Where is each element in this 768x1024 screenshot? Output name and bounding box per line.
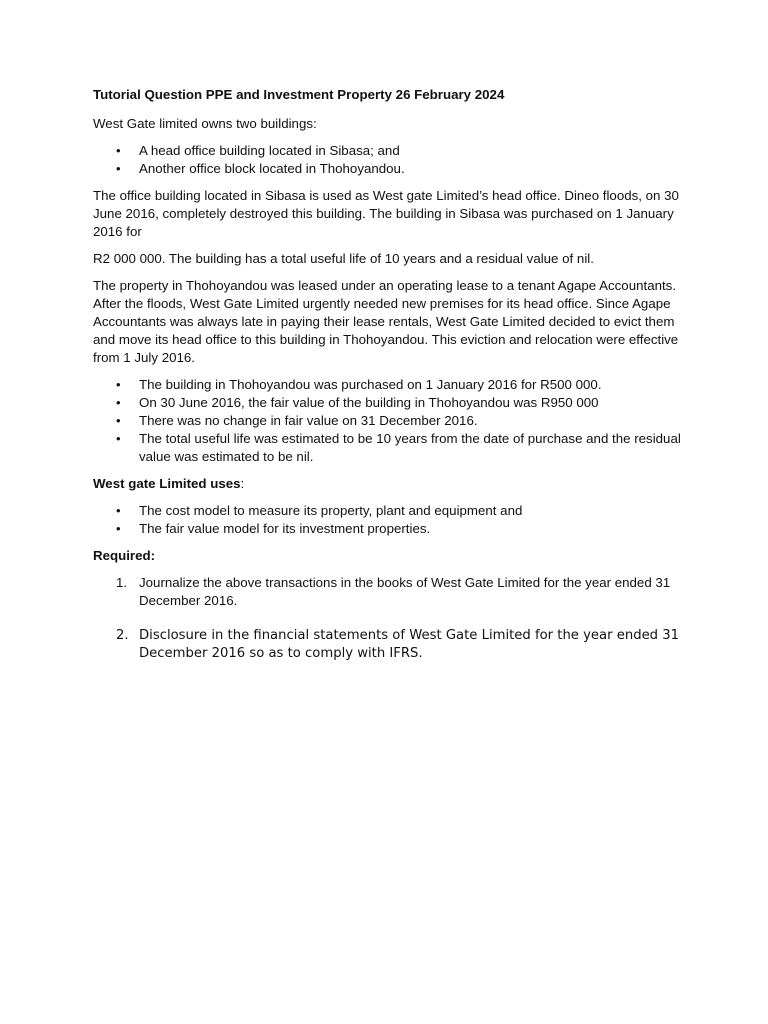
uses-heading [93, 475, 683, 493]
bullet-icon: • [116, 413, 121, 428]
item-number: 2. [116, 628, 129, 643]
required-item [93, 574, 683, 610]
required-list [93, 574, 683, 663]
list-item [93, 394, 683, 412]
list-item-text: On 30 June 2016, the fair value of the building in Thohoyandou was R950 000 [139, 395, 599, 410]
required-heading: Required: [93, 548, 156, 563]
list-item-text: The total useful life was estimated to be 10 years from the date of purchase and the residual value was estimated to be nil. [139, 431, 681, 464]
list-item-text: The fair value model for its investment properties. [139, 521, 431, 536]
purchase-price-paragraph: R2 000 000. The building has a total useful life of 10 years and a residual value of nil. [93, 251, 594, 266]
item-number: 1. [116, 575, 128, 590]
bullet-icon: • [116, 377, 121, 392]
bullet-icon: • [116, 521, 121, 536]
list-item-text: There was no change in fair value on 31 December 2016. [139, 413, 478, 428]
list-item-text: Another office block located in Thohoyandou. [139, 161, 405, 176]
list-item-text: The building in Thohoyandou was purchased on 1 January 2016 for R500 000. [139, 377, 602, 392]
intro-text: West Gate limited owns two buildings: [93, 116, 317, 131]
sibasa-paragraph: The office building located in Sibasa is used as West gate Limited’s head office. Dineo floods, on 30 June 2016, completely destroyed this building. The building in Sibasa was purchased on 1 January 2016 for [93, 188, 679, 239]
list-item [93, 502, 683, 520]
buildings-list [93, 142, 683, 178]
bullet-icon: • [116, 431, 121, 446]
required-item [93, 627, 683, 663]
list-item [93, 160, 683, 178]
bullet-icon: • [116, 395, 121, 410]
bullet-icon: • [116, 161, 121, 176]
uses-heading-colon: : [240, 476, 245, 491]
list-item [93, 412, 683, 430]
required-item-text: Disclosure in the financial statements of West Gate Limited for the year ended 31 December 2016 so as to comply with IFRS. [139, 628, 680, 661]
uses-heading-bold: West gate Limited uses [93, 476, 241, 491]
list-item [93, 430, 683, 466]
list-item-text: A head office building located in Sibasa; and [139, 143, 400, 158]
document-page [93, 86, 683, 663]
list-item-text: The cost model to measure its property, plant and equipment and [139, 503, 523, 518]
facts-list [93, 376, 683, 466]
document-title: Tutorial Question PPE and Investment Property 26 February 2024 [93, 87, 505, 102]
required-item-text: Journalize the above transactions in the books of West Gate Limited for the year ended 31 December 2016. [139, 575, 671, 608]
bullet-icon: • [116, 503, 121, 518]
uses-list [93, 502, 683, 538]
list-item [93, 376, 683, 394]
thohoyandou-paragraph: The property in Thohoyandou was leased under an operating lease to a tenant Agape Accountants. After the floods, West Gate Limited urgently needed new premises for its head office. Since Agape Accountants was always late in paying their lease rentals, West Gate Limited decided to evict them and move its head office to this building in Thohoyandou. This eviction and relocation were effective from 1 July 2016. [93, 278, 679, 365]
list-item [93, 142, 683, 160]
bullet-icon: • [116, 143, 121, 158]
list-item [93, 520, 683, 538]
